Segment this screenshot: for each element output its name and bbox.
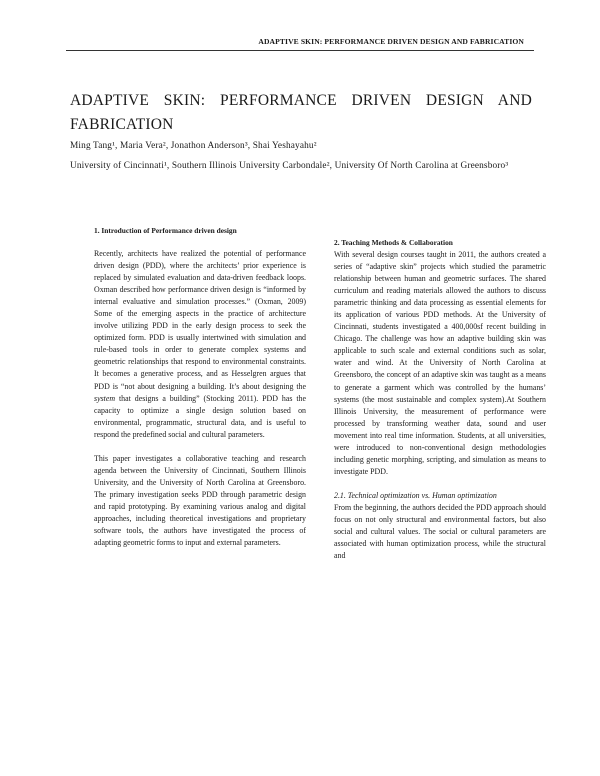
- subsection-2-1-heading: 2.1. Technical optimization vs. Human optimization: [334, 490, 497, 500]
- paper-title: [70, 89, 532, 137]
- left-column: [94, 225, 306, 549]
- section-2-paragraph-1: With several design courses taught in 2011, the authors created a series of “adaptive skin” projects which studied the parametric relationship between human and geometric surfaces. The shared curriculum and reading materials allowed the authors to discuss parametric thinking and data processing as essential elements for its application of various PDD methods. At the University of Cincinnati, students investigated a 400,000sf recent building in Chicago. The challenge was how an adaptive building skin was applicable to such scale and external conditions such as solar, water and wind. At the University of North Carolina at Greensboro, the concept of an adaptive skin was taught as a means to generate a garment which was controlled by the humans’ systems (the most sustainable and complex system).At Southern Illinois University, the measurement of performance were processed by transforming weather data, sound and user movement into real time information. Students, at all universities, were introduced to non-conventional design methodologies including genetic morphing, scripting, and simulation as means to investigate PDD.: [334, 250, 546, 476]
- section-1-paragraph-1-start: Recently, architects have realized the potential of performance driven design (PDD), where the architects’ prior experience is replaced by simulated evaluation and data-driven feedback loops. Oxman described how performance driven design is “informed by internal evaluative and simulation processes.” (Oxman, 2009) Some of the emerging aspects in the practice of architecture involve utilizing PDD in the early design process to seek the optimized form. PDD is usually intertwined with simulation and rule-based tools in order to generate complex systems and geometric relationships that respond to environmental constraints. It becomes a generative process, and as Hesselgren argues that PDD is “not about designing a building. It’s about designing the: [94, 249, 306, 391]
- paper-title-line-2: FABRICATION: [70, 116, 174, 133]
- section-1-paragraph-1-end: that designs a building” (Stocking 2011). PDD has the capacity to optimize a single design solution based on environmental, programmatic, structural data, and is useful to respond the predefined social and cultural parameters.: [94, 393, 306, 439]
- header-rule: [66, 50, 534, 51]
- section-2-paragraph-2: From the beginning, the authors decided the PDD approach should focus on not only structural and environmental factors, but also social and cultural values. The social or cultural parameters are associated with human optimization process, while the structural and: [334, 502, 546, 561]
- section-1-paragraph-1: [94, 248, 306, 441]
- author-list: Ming Tang¹, Maria Vera², Jonathon Anderson³, Shai Yeshayahu²: [70, 141, 317, 151]
- paper-title-line-1: ADAPTIVE SKIN: PERFORMANCE DRIVEN DESIGN AND: [70, 92, 532, 109]
- right-column: [334, 237, 546, 562]
- section-1-paragraph-2: This paper investigates a collaborative teaching and research agenda between the University of Cincinnati, Southern Illinois University, and the University of North Carolina at Greensboro. The primary investigation seeks PDD through parametric design and rapid prototyping. By examining various analog and digital approaches, including theoretical investigations and proprietary software tools, the authors have investigated the process of adapting geometric forms to input and external parameters.: [94, 453, 306, 548]
- section-1-heading: 1. Introduction of Performance driven design: [94, 226, 237, 235]
- affiliation-list: University of Cincinnati¹, Southern Illinois University Carbondale², University Of North Carolina at Greensboro³: [70, 161, 509, 171]
- running-header: ADAPTIVE SKIN: PERFORMANCE DRIVEN DESIGN AND FABRICATION: [258, 37, 524, 46]
- section-1-paragraph-1-emphasis: system: [94, 393, 116, 403]
- section-2-heading: 2. Teaching Methods & Collaboration: [334, 238, 453, 247]
